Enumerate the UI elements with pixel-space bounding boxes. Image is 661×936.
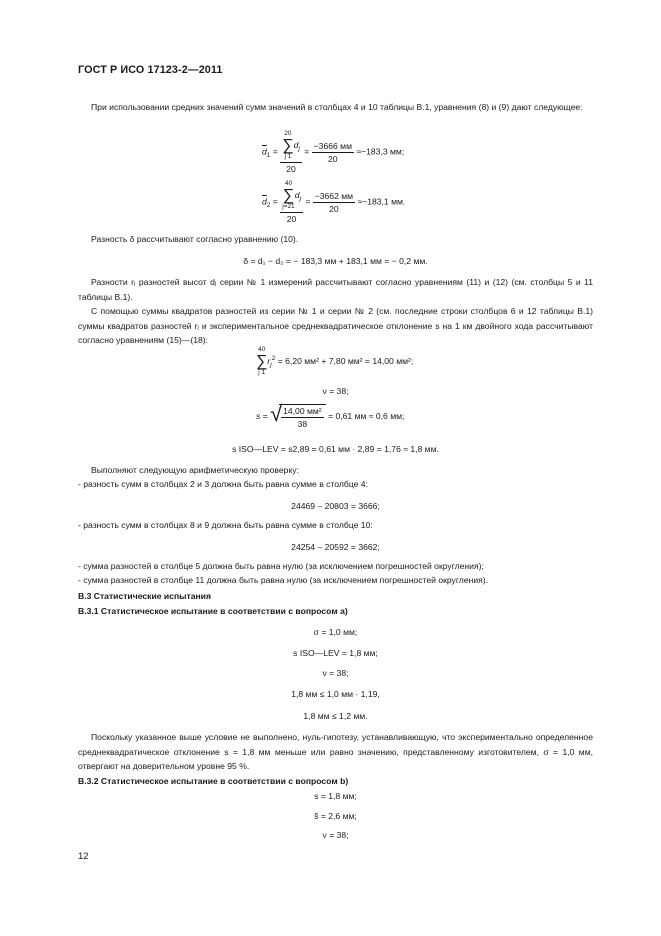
paragraph-check-4: - сумма разностей в столбце 11 должна быть равна нулю (за исключением погрешностей округления). — [78, 575, 489, 585]
equation-d2: $\overline{d}_2$ = 40 ∑ j=21 $d_j$ 20 = $\frac{-3662 мм}{20}$ ≈−183,1 мм. — [262, 180, 406, 224]
paragraph-conclusion: Поскольку указанное выше условие не выполнено, нуль-гипотезу, устанавливающую, что экспериментально определенное среднеквадратическое отклонение s = 1,8 мм меньше или равно значению, представленному изготовителем, σ = 1,0 мм, отвергают на доверительном уровне 95 %. — [78, 732, 593, 772]
eq1-sum-symbol: 20 ∑ j 1 — [282, 130, 294, 160]
sqrt-symbol: √ $\frac{\text{14,00 мм²}}{38}$ — [270, 404, 326, 429]
eq1-fraction-sum: 20 ∑ j 1 $d_j$ 20 — [282, 130, 300, 174]
paragraph-differences: Разности rⱼ разностей высот dⱼ серии № 1 измерений рассчитывают согласно уравнениям (11) и (12) (см. столбцы 5 и 11 таблицы В.1). — [78, 277, 593, 302]
eq2-lhs-sub: 2 — [266, 201, 271, 209]
eq2-lhs: $\overline{d}$ — [262, 196, 267, 207]
paragraph-intro: При использовании средних значений сумм значений в столбцах 4 и 10 таблицы В.1, уравнения (8) и (9) дают следующее: — [91, 102, 583, 112]
equation-sigma: σ = 1,0 мм; — [313, 627, 358, 637]
eq6-rhs: = 0,61 мм ≈ 0,6 мм; — [328, 410, 405, 421]
paragraph-delta: Разность δ рассчитывают согласно уравнению (10). — [91, 234, 299, 244]
paragraph-check-2: - разность сумм в столбцах 8 и 9 должна быть равна сумме в столбце 10: — [78, 520, 373, 530]
heading-b31: В.3.1 Статистическое испытание в соответствии с вопросом а) — [78, 606, 348, 616]
equation-d1: $\overline{d}_1$ = 20 ∑ j 1 $d_j$ 20 = $\frac{-3666 мм}{20}$ ≈−183,3 мм; — [262, 130, 405, 174]
equation-inequality-1: 1,8 мм ≤ 1,0 мм · 1,19, — [291, 689, 380, 699]
paragraph-sum-squares: С помощью суммы квадратов разностей из серии № 1 и серии № 2 (см. последние строки столбцов 6 и 12 таблицы В.1) суммы квадратов разностей rⱼ и экспериментальное среднеквадратическое отклонение s на 1 км двойного хода рассчитывают согласно уравнениям (15)—(18): — [78, 306, 593, 346]
document-header: ГОСТ Р ИСО 17123-2—2011 — [78, 64, 223, 76]
eq1-lhs: $\overline{d}$ — [262, 146, 267, 157]
equation-inequality-2: 1,8 мм ≤ 1,2 мм. — [303, 711, 368, 721]
eq6-numerator: 14,00 мм² — [283, 406, 322, 416]
eq6-denominator: 38 — [297, 419, 308, 429]
eq1-fraction-value: $\frac{-3666 мм}{20}$ — [313, 140, 352, 164]
eq2-result: ≈−183,1 мм. — [357, 196, 406, 207]
equation-s — [256, 401, 405, 429]
equation-check-1: 24469 – 20803 = 3666; — [291, 501, 380, 511]
heading-b32: В.3.2 Статистическое испытание в соответствии с вопросом b) — [78, 776, 349, 786]
equation-nu-2: ν = 38; — [322, 668, 349, 678]
eq2-fraction-sum: 40 ∑ j=21 $d_j$ 20 — [282, 180, 301, 224]
equation-check-2: 24254 – 20592 = 3662; — [291, 542, 380, 552]
heading-b3: В.3 Статистические испытания — [78, 591, 211, 601]
eq1-result: ≈−183,3 мм; — [356, 146, 405, 157]
equation-delta: δ = d₁ − d₂ = − 183,3 мм + 183,1 мм = − 0,2 мм. — [243, 256, 428, 266]
equation-nu-3: ν = 38; — [322, 830, 349, 840]
paragraph-check-3: - сумма разностей в столбце 5 должна быть равна нулю (за исключением погрешностей округления); — [78, 561, 484, 571]
eq2-sum-symbol: 40 ∑ j=21 — [282, 180, 295, 210]
equation-nu-1: ν = 38; — [322, 386, 349, 396]
eq4-rhs: = 6,20 мм² + 7,80 мм² = 14,00 мм²; — [277, 355, 414, 366]
paragraph-check: Выполняют следующую арифметическую проверку: — [91, 465, 299, 475]
equation-s-iso-lev-2: s ISO—LEV = 1,8 мм; — [293, 648, 378, 658]
equation-s-iso-lev: s ISO—LEV = s2,89 = 0,61 мм · 2,89 = 1,76 ≈ 1,8 мм. — [232, 444, 439, 454]
eq2-fraction-value: $\frac{-3662 мм}{20}$ — [314, 190, 354, 214]
equation-s-value: s = 1,8 мм; — [314, 791, 357, 801]
eq4-sum-symbol: 40 ∑ j 1 — [256, 346, 268, 376]
eq6-lhs: s = — [256, 410, 268, 421]
paragraph-check-1: - разность сумм в столбцах 2 и 3 должна быть равна сумме в столбце 4: — [78, 479, 368, 489]
equation-sum-r-squared: 40 ∑ j 1 $r_j^2 = 6,20$ мм² + 7,80 мм² = 14,00 мм²; — [256, 346, 414, 376]
eq1-lhs-sub: 1 — [266, 151, 271, 159]
page-number: 12 — [78, 851, 89, 862]
equation-s-tilde: s̃ = 2,6 мм; — [314, 811, 357, 821]
